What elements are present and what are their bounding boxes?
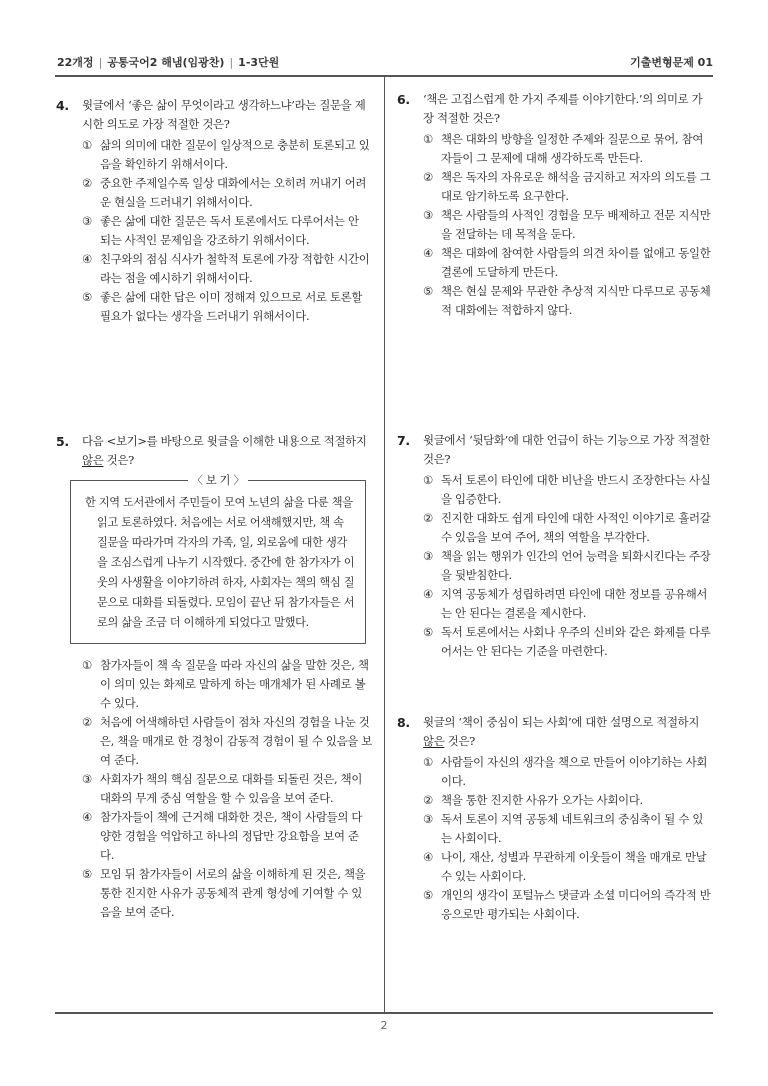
header-worksheet-title: 기출변형문제 01 (630, 56, 713, 69)
choice-mark: ④ (423, 850, 433, 864)
question-stem-text: ‘책은 고집스럽게 한 가지 주제를 이야기한다.’의 의미로 가장 적절한 것은? (423, 92, 703, 125)
choice-text: 좋은 삶에 대한 질문은 독서 토론에서도 다루어서는 안 되는 사적인 문제임을 강조하기 위해서이다. (100, 214, 359, 247)
choice-5[interactable] (397, 282, 713, 320)
choice-2[interactable] (56, 174, 372, 212)
choice-text: 책은 현실 문제와 무관한 추상적 지식만 다루므로 공동체적 대화에는 적합하지 않다. (441, 284, 711, 317)
choice-text: 친구와의 점심 식사가 철학적 토론에 가장 적합한 시간이라는 점을 예시하기 위해서이다. (100, 252, 370, 285)
header-curriculum: 22개정 (57, 56, 94, 69)
choice-mark: ① (82, 658, 92, 672)
question-stem (397, 431, 713, 469)
question-stem-text: 윗글의 ‘책이 중심이 되는 사회’에 대한 설명으로 적절하지 (423, 715, 700, 729)
choice-mark: ① (423, 132, 433, 146)
header-separator: | (229, 56, 234, 69)
negation-underline: 않은 (423, 734, 445, 748)
choice-mark: ① (423, 473, 433, 487)
choice-2[interactable] (397, 791, 713, 810)
choice-4[interactable] (397, 244, 713, 282)
choice-mark: ⑤ (423, 888, 433, 902)
choice-text: 책은 독자의 자유로운 해석을 금지하고 저자의 의도를 그대로 암기하도록 요구한다. (441, 170, 711, 203)
choice-text: 나이, 재산, 성별과 무관하게 이웃들이 책을 매개로 만날 수 있는 사회이다. (441, 850, 707, 883)
choice-mark: ⑤ (423, 284, 433, 298)
column-divider (384, 76, 385, 1012)
choice-mark: ③ (82, 214, 92, 228)
question-number: 7. (397, 433, 410, 448)
choice-mark: ④ (82, 810, 92, 824)
choice-3[interactable] (397, 547, 713, 585)
question-7 (397, 431, 713, 661)
question-stem-text: 다음 <보기>를 바탕으로 윗글을 이해한 내용으로 적절하지 (82, 434, 367, 448)
choice-mark: ③ (423, 208, 433, 222)
choice-mark: ③ (82, 772, 92, 786)
choice-text: 중요한 주제일수록 일상 대화에서는 오히려 꺼내기 어려운 현실을 드러내기 위해서이다. (100, 176, 367, 209)
choice-mark: ② (423, 511, 433, 525)
bogi-box (70, 474, 366, 644)
choice-list (397, 130, 713, 320)
question-stem-text: 것은? (103, 453, 134, 467)
choice-text: 모임 뒤 참가자들이 서로의 삶을 이해하게 된 것은, 책을 통한 진지한 사유가 공동체적 관계 형성에 기여할 수 있음을 보여 준다. (100, 867, 366, 919)
bogi-title (71, 471, 365, 491)
choice-text: 독서 토론이 타인에 대한 비난을 반드시 조장한다는 사실을 입증한다. (441, 473, 711, 506)
choice-1[interactable] (397, 471, 713, 509)
question-stem (56, 96, 372, 134)
choice-text: 진지한 대화도 쉽게 타인에 대한 사적인 이야기로 흘러갈 수 있음을 보여 주어, 책의 역할을 부각한다. (441, 511, 711, 544)
question-number: 4. (56, 98, 69, 113)
choice-mark: ⑤ (423, 625, 433, 639)
question-5 (56, 432, 372, 922)
choice-mark: ④ (82, 252, 92, 266)
question-8 (397, 713, 713, 924)
choice-1[interactable] (56, 136, 372, 174)
choice-5[interactable] (56, 288, 372, 326)
choice-mark: ④ (423, 246, 433, 260)
choice-text: 개인의 생각이 포털뉴스 댓글과 소셜 미디어의 즉각적 반응으로만 평가되는 사회이다. (441, 888, 711, 921)
question-stem-text: 윗글에서 ‘좋은 삶이 무엇이라고 생각하느냐’라는 질문을 제시한 의도로 가장 적절한 것은? (82, 98, 366, 131)
choice-2[interactable] (56, 713, 372, 770)
bogi-title-text: 〈 보 기 〉 (188, 474, 249, 487)
question-stem (397, 713, 713, 751)
page-number: 2 (380, 1019, 388, 1032)
choice-1[interactable] (56, 656, 372, 713)
choice-1[interactable] (397, 130, 713, 168)
choice-mark: ① (82, 138, 92, 152)
choice-list (56, 136, 372, 326)
choice-mark: ⑤ (82, 867, 92, 881)
choice-4[interactable] (397, 585, 713, 623)
choice-list (397, 471, 713, 661)
choice-1[interactable] (397, 753, 713, 791)
question-number: 8. (397, 715, 410, 730)
negation-underline: 않은 (82, 453, 104, 467)
question-number: 5. (56, 434, 69, 449)
choice-5[interactable] (397, 886, 713, 924)
footer-rule (55, 1012, 713, 1014)
header-units: 1-3단원 (238, 56, 280, 69)
choice-text: 책은 사람들의 사적인 경험을 모두 배제하고 전문 지식만을 전달하는 데 목적을 둔다. (441, 208, 711, 241)
choice-mark: ⑤ (82, 290, 92, 304)
header-separator: | (98, 56, 103, 69)
question-4 (56, 96, 372, 326)
choice-5[interactable] (56, 865, 372, 922)
choice-text: 사람들이 자신의 생각을 책으로 만들어 이야기하는 사회이다. (441, 755, 708, 788)
page-header (55, 52, 713, 74)
choice-mark: ③ (423, 812, 433, 826)
choice-3[interactable] (397, 810, 713, 848)
choice-4[interactable] (56, 808, 372, 865)
choice-text: 독서 토론에서는 사회나 우주의 신비와 같은 화제를 다루어서는 안 된다는 기준을 마련한다. (441, 625, 711, 658)
choice-list (56, 656, 372, 922)
choice-mark: ① (423, 755, 433, 769)
choice-3[interactable] (56, 212, 372, 250)
header-textbook: 공통국어2 해냄(임광찬) (107, 56, 225, 69)
choice-text: 사회자가 책의 핵심 질문으로 대화를 되돌린 것은, 책이 대화의 무게 중심 역할을 할 수 있음을 보여 준다. (100, 772, 363, 805)
choice-2[interactable] (397, 168, 713, 206)
question-stem (397, 90, 713, 128)
choice-mark: ② (423, 793, 433, 807)
choice-3[interactable] (56, 770, 372, 808)
header-course-info (57, 54, 279, 70)
choice-text: 책을 읽는 행위가 인간의 언어 능력을 퇴화시킨다는 주장을 뒷받침한다. (441, 549, 711, 582)
choice-mark: ② (82, 715, 92, 729)
choice-2[interactable] (397, 509, 713, 547)
choice-text: 처음에 어색해하던 사람들이 점차 자신의 경험을 나눈 것은, 책을 매개로 한 경청이 감동적 경험이 될 수 있음을 보여 준다. (100, 715, 373, 767)
choice-text: 좋은 삶에 대한 답은 이미 정해져 있으므로 서로 토론할 필요가 없다는 생각을 드러내기 위해서이다. (100, 290, 363, 323)
choice-text: 지역 공동체가 성립하려면 타인에 대한 정보를 공유해서는 안 된다는 결론을 제시한다. (441, 587, 708, 620)
question-stem-text: 것은? (444, 734, 475, 748)
choice-text: 책을 통한 진지한 사유가 오가는 사회이다. (441, 793, 643, 807)
choice-text: 책은 대화에 참여한 사람들의 의견 차이를 없애고 동일한 결론에 도달하게 만든다. (441, 246, 711, 279)
choice-text: 독서 토론이 지역 공동체 네트워크의 중심축이 될 수 있는 사회이다. (441, 812, 704, 845)
choice-text: 책은 대화의 방향을 일정한 주제와 질문으로 묶어, 참여자들이 그 문제에 대해 생각하도록 만든다. (441, 132, 704, 165)
choice-mark: ② (82, 176, 92, 190)
choice-text: 참가자들이 책 속 질문을 따라 자신의 삶을 말한 것은, 책이 의미 있는 화제로 말하게 하는 매개체가 된 사례로 볼 수 있다. (100, 658, 369, 710)
choice-text: 참가자들이 책에 근거해 대화한 것은, 책이 사람들의 다양한 경험을 억압하고 하나의 정답만 강요함을 보여 준다. (100, 810, 363, 862)
choice-text: 삶의 의미에 대한 질문이 일상적으로 충분히 토론되고 있음을 확인하기 위해서이다. (100, 138, 370, 171)
choice-4[interactable] (397, 848, 713, 886)
choice-3[interactable] (397, 206, 713, 244)
question-6 (397, 90, 713, 320)
question-stem-text: 윗글에서 ‘뒷담화’에 대한 언급이 하는 기능으로 가장 적절한 것은? (423, 433, 710, 466)
choice-mark: ② (423, 170, 433, 184)
choice-mark: ③ (423, 549, 433, 563)
choice-5[interactable] (397, 623, 713, 661)
choice-list (397, 753, 713, 924)
bogi-passage: 한 지역 도서관에서 주민들이 모여 노년의 삶을 다룬 책을 읽고 토론하였다. 처음에는 서로 어색해했지만, 책 속 질문을 따라가며 각자의 가족, 일, 외로움에 대한 생각을 조심스럽게 나누기 시작했다. 중간에 한 참가자가 이웃의 사생활을 이야기하려 하자, 사회자는 책의 핵심 질문으로 대화를 되돌렸다. 모임이 끝난 뒤 참가자들은 서로의 삶을 조금 더 이해하게 되었다고 말했다. (85, 496, 355, 629)
choice-4[interactable] (56, 250, 372, 288)
choice-mark: ④ (423, 587, 433, 601)
question-stem (56, 432, 372, 470)
question-number: 6. (397, 92, 410, 107)
